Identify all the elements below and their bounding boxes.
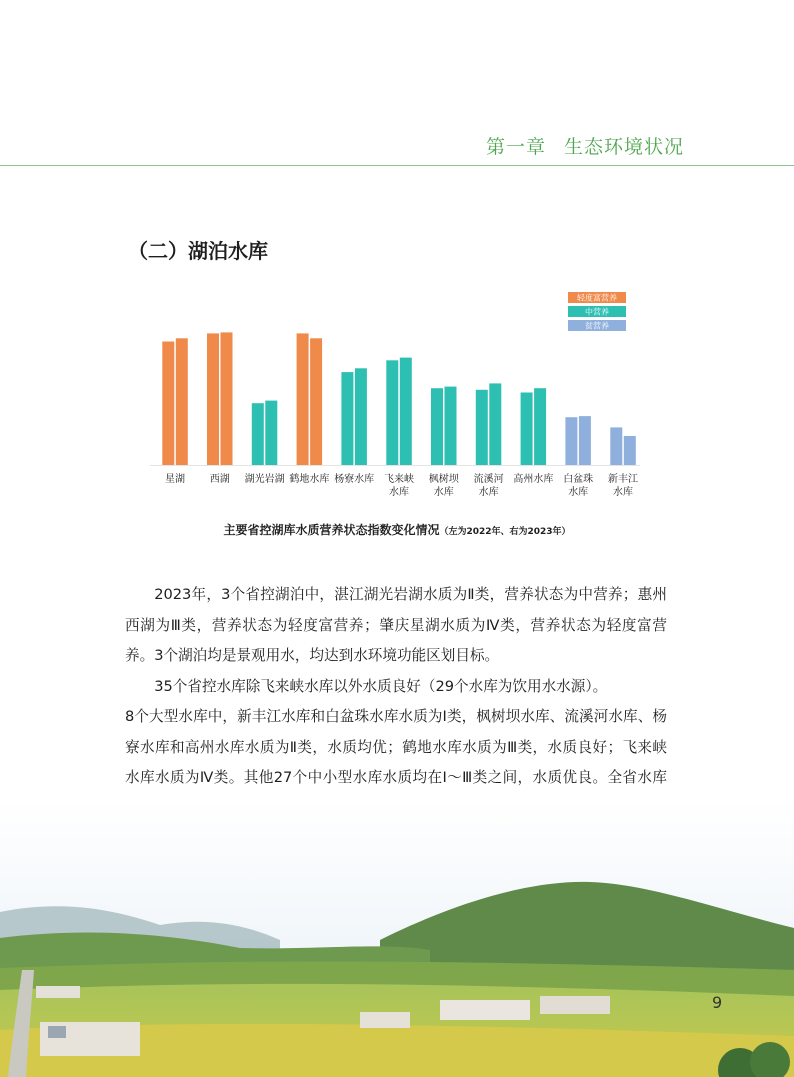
chart-caption-title: 主要省控湖库水质营养状态指数变化情况 <box>223 523 440 537</box>
bar-枫树坝水库-left <box>431 388 443 465</box>
category-label: 湖光岩湖 <box>244 474 285 485</box>
bar-飞来峡水库-right <box>400 358 412 465</box>
category-label: 星湖 <box>165 474 185 485</box>
category-label: 枫树坝 <box>428 474 459 485</box>
category-label: 水库 <box>568 487 589 498</box>
bar-流溪河水库-left <box>476 390 488 465</box>
bar-鹤地水库-left <box>297 333 309 465</box>
category-label: 水库 <box>613 487 633 498</box>
bar-湖光岩湖-left <box>252 403 264 465</box>
category-label: 鹤地水库 <box>289 474 330 485</box>
bar-星湖-left <box>162 342 174 466</box>
bar-新丰江水库-right <box>624 436 636 465</box>
category-label: 白盆珠 <box>563 474 594 485</box>
bar-飞来峡水库-left <box>386 360 398 465</box>
legend-label-light: 轻度富营养 <box>577 293 617 303</box>
bar-西湖-right <box>221 332 233 465</box>
bar-星湖-right <box>176 338 188 465</box>
bar-白盆珠水库-left <box>565 417 577 465</box>
category-label: 高州水库 <box>513 474 554 485</box>
bar-湖光岩湖-right <box>265 401 277 465</box>
category-label: 水库 <box>478 487 499 498</box>
category-label: 水库 <box>389 487 409 498</box>
bar-高州水库-right <box>534 388 546 465</box>
bar-新丰江水库-left <box>610 427 622 465</box>
header-rule <box>0 165 794 166</box>
bar-枫树坝水库-right <box>445 387 457 465</box>
chapter-number: 第一章 <box>486 136 547 158</box>
bar-高州水库-left <box>521 393 533 466</box>
chapter-title: 生态环境状况 <box>564 136 685 158</box>
trophic-index-bar-chart <box>140 286 660 516</box>
paragraph-lakes: 2023年，3个省控湖泊中，湛江湖光岩湖水质为Ⅱ类，营养状态为中营养；惠州西湖为Ⅲ类，营养状态为轻度富营养；肇庆星湖水质为Ⅳ类，营养状态为轻度富营养。3个湖泊均是景观用水，均达到水环境功能区划目标。 <box>125 586 667 664</box>
bar-流溪河水库-right <box>489 383 501 465</box>
page-number: 9 <box>712 993 723 1012</box>
legend-label-poor: 贫营养 <box>585 321 609 331</box>
bar-杨寮水库-right <box>355 368 367 465</box>
category-label: 杨寮水库 <box>334 474 375 485</box>
paragraph-large-reservoirs: 8个大型水库中，新丰江水库和白盆珠水库水质为Ⅰ类，枫树坝水库、流溪河水库、杨寮水库和高州水库水质为Ⅱ类，水质均优；鹤地水库水质为Ⅲ类，水质良好；飞来峡水库水质为Ⅳ类。其他27个中小型水库水质均在Ⅰ～Ⅲ类之间，水质优良。全省水库 <box>125 708 667 786</box>
bar-杨寮水库-left <box>341 372 353 465</box>
bar-鹤地水库-right <box>310 338 322 465</box>
category-label: 流溪河 <box>473 474 504 485</box>
chart-caption <box>0 521 794 538</box>
category-label: 水库 <box>433 487 454 498</box>
legend-label-mid: 中营养 <box>585 307 609 317</box>
chapter-header <box>486 132 684 159</box>
bar-白盆珠水库-right <box>579 416 591 465</box>
paragraph-reservoirs: 35个省控水库除飞来峡水库以外水质良好（29个水库为饮用水水源）。 <box>154 677 608 695</box>
category-label: 西湖 <box>209 474 230 485</box>
category-label: 飞来峡 <box>384 474 414 485</box>
section-title: （二）湖泊水库 <box>128 239 268 263</box>
chart-caption-note: （左为2022年、右为2023年） <box>439 527 571 537</box>
landscape-photo <box>0 800 794 1077</box>
bar-西湖-left <box>207 333 219 465</box>
category-label: 新丰江 <box>608 474 638 485</box>
